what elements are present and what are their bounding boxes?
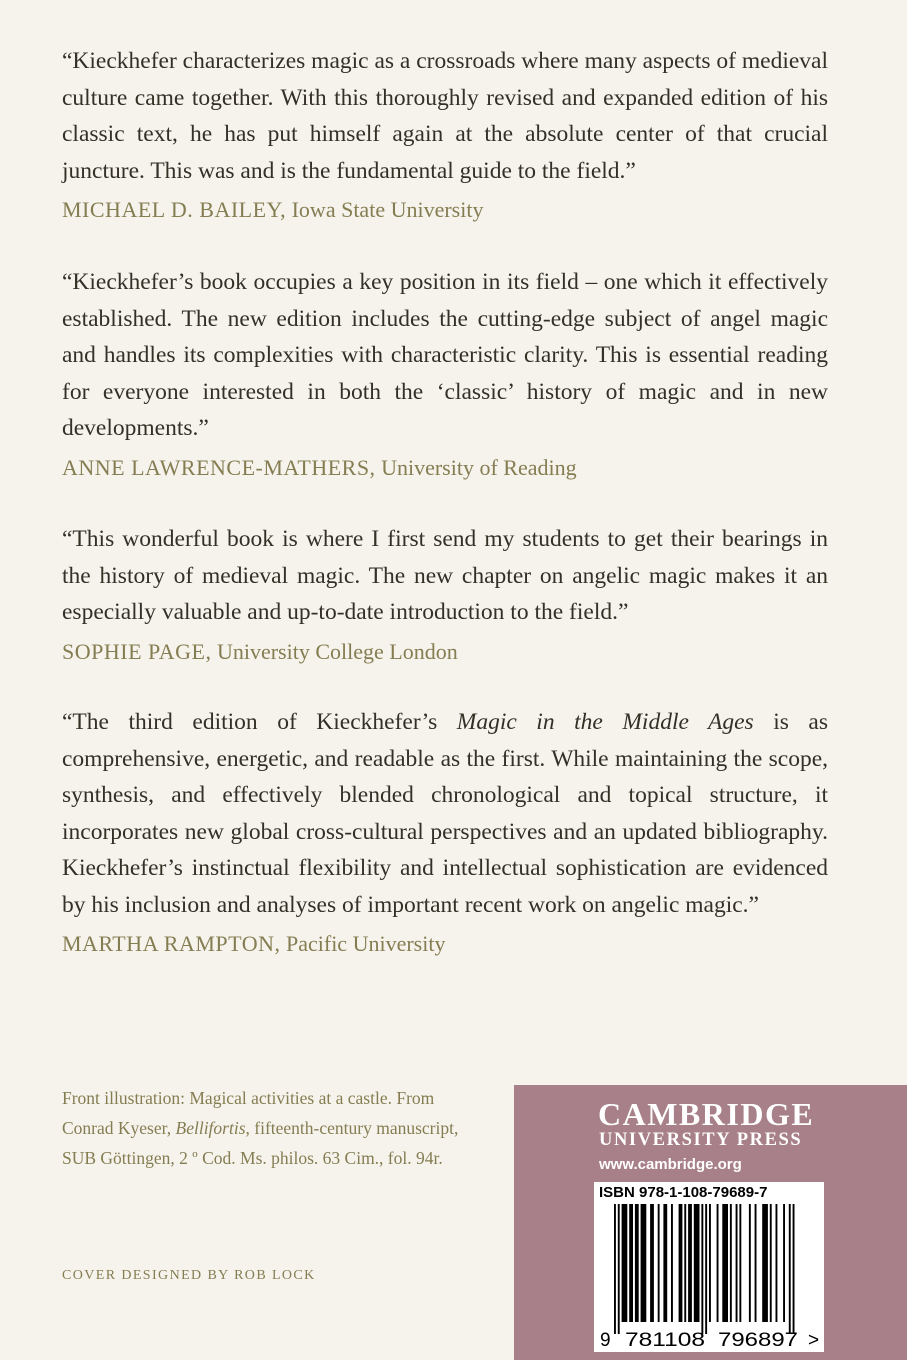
barcode-bar	[722, 1204, 728, 1322]
review-quote-1	[62, 43, 828, 225]
barcode-bar	[622, 1204, 628, 1322]
reviewer-name: SOPHIE PAGE,	[62, 638, 212, 664]
barcode-bar	[679, 1204, 683, 1322]
barcode-bar	[618, 1204, 620, 1334]
barcode-bar	[783, 1204, 785, 1322]
barcode-bar	[730, 1204, 732, 1322]
illustration-credit-text	[62, 1083, 462, 1173]
quote-attribution	[62, 929, 828, 959]
publisher-logo-name: CAMBRIDGE	[598, 1096, 815, 1132]
publisher-logo-subtitle: UNIVERSITY PRESS	[599, 1130, 803, 1150]
barcode-bar	[671, 1204, 673, 1322]
barcode-bar	[641, 1204, 647, 1322]
quote-text	[62, 704, 828, 923]
quote-text: “This wonderful book is where I first send my students to get their bearings in the history of medieval magic. The new chapter on angelic magic makes it an especially valuable and up-to-date introduction to the field.”	[62, 526, 828, 625]
publisher-website: www.cambridge.org	[599, 1156, 742, 1173]
barcode-bar	[762, 1204, 768, 1322]
reviewer-affiliation: Pacific University	[285, 931, 446, 956]
barcode-bar	[717, 1204, 719, 1322]
barcode-bar	[755, 1204, 757, 1322]
isbn-label: ISBN 978-1-108-79689-7	[599, 1184, 768, 1201]
barcode-right-digits: 796897	[718, 1330, 798, 1351]
quote-text-start: “The third edition of Kieckhefer’s	[62, 709, 457, 735]
illustration-credit	[62, 1083, 462, 1173]
barcode-bar	[749, 1204, 751, 1322]
barcode-bar	[688, 1204, 692, 1322]
barcode-bar	[789, 1204, 791, 1334]
reviewer-affiliation: Iowa State University	[291, 197, 484, 222]
barcode-bar	[701, 1204, 703, 1334]
barcode	[594, 1182, 824, 1352]
barcode-bar	[684, 1204, 686, 1322]
review-quote-3	[62, 521, 828, 667]
reviewer-name: MICHAEL D. BAILEY,	[62, 197, 287, 222]
reviewer-name: MARTHA RAMPTON,	[62, 931, 281, 956]
credit-text-end: , fifteenth-century manuscript, SUB Göttingen, 2 º Cod. Ms. philos. 63 Cim., fol. 94r.	[62, 1118, 459, 1168]
barcode-quiet-mark: >	[808, 1330, 820, 1351]
quote-text-end: is as comprehensive, energetic, and readable as the first. While maintaining the scope, synthesis, and effectively blended chronological and topical structure, it incorporates new global cross-cultural perspectives and an updated bibliography. Kieckhefer’s instinctual flexibility and intellectual sophistication are evidenced by his inclusion and analyses of important recent work on angelic magic.”	[62, 709, 829, 918]
quote-attribution	[62, 453, 828, 483]
barcode-bar	[736, 1204, 738, 1322]
reviewer-affiliation: University of Reading	[381, 454, 577, 480]
manuscript-title: Bellifortis	[175, 1118, 246, 1138]
barcode-bar	[635, 1204, 639, 1322]
review-quote-4	[62, 704, 828, 959]
barcode-bar	[650, 1204, 654, 1322]
barcode-bar	[709, 1204, 711, 1322]
barcode-bar	[614, 1204, 616, 1334]
reviewer-affiliation: University College London	[216, 638, 458, 664]
barcode-bar	[770, 1204, 772, 1322]
barcode-left-digits: 781108	[625, 1330, 705, 1351]
reviewer-name: ANNE LAWRENCE-MATHERS,	[62, 454, 376, 480]
barcode-bar	[629, 1204, 633, 1322]
barcode-bar	[739, 1204, 741, 1322]
quote-attribution	[62, 637, 828, 667]
book-title: Magic in the Middle Ages	[456, 709, 754, 735]
barcode-bar	[658, 1204, 660, 1322]
barcode-bars	[614, 1204, 795, 1334]
barcode-bar	[694, 1204, 700, 1322]
barcode-lead-digit: 9	[600, 1330, 611, 1351]
quote-attribution	[62, 195, 828, 225]
barcode-bar	[705, 1204, 707, 1334]
cover-designer-credit: COVER DESIGNED BY ROB LOCK	[62, 1268, 316, 1283]
barcode-graphic	[594, 1182, 824, 1352]
credit-text-start: Front illustration: Magical activities at a castle. From Conrad Kyeser,	[62, 1088, 435, 1138]
barcode-bar	[776, 1204, 778, 1322]
publisher-panel	[514, 1085, 907, 1360]
quote-text: “Kieckhefer characterizes magic as a crossroads where many aspects of medieval culture came together. With this thoroughly revised and expanded edition of his classic text, he has put himself again at the absolute center of that crucial juncture. This was and is the fundamental guide to the field.”	[62, 48, 828, 184]
quote-text: “Kieckhefer’s book occupies a key position in its field – one which it effectively established. The new edition includes the cutting-edge subject of angel magic and handles its complexities with characteristic clarity. This is essential reading for everyone interested in both the ‘classic’ history of magic and in new developments.”	[62, 269, 828, 441]
review-quote-2	[62, 264, 828, 483]
barcode-bar	[663, 1204, 667, 1322]
barcode-bar	[793, 1204, 795, 1334]
